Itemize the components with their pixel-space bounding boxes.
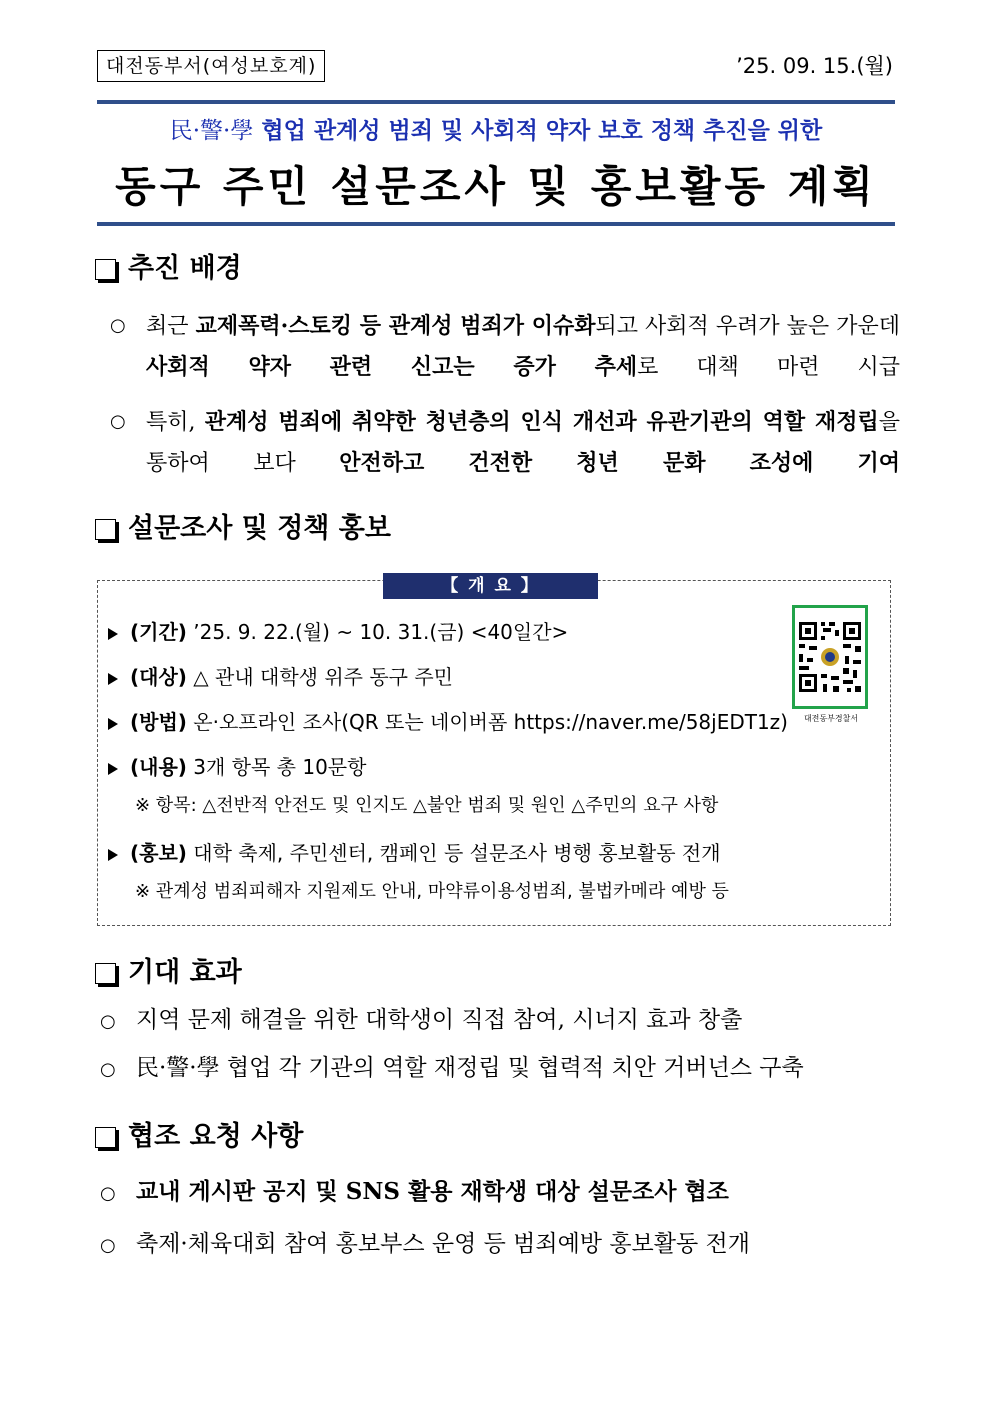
- overview-target: (대상) △ 관내 대학생 위주 동구 주민: [108, 662, 453, 692]
- overview-content-note: ※ 항목: △전반적 안전도 및 인지도 △불안 범죄 및 원인 △주민의 요구 사항: [135, 795, 719, 816]
- subtitle-hanja: 民·警·學: [169, 118, 254, 144]
- triangle-bullet-icon: [108, 849, 118, 861]
- circle-bullet-icon: ○: [100, 1059, 116, 1080]
- circle-bullet-icon: ○: [110, 411, 126, 432]
- background-item-1-text: 최근 교제폭력·스토킹 등 관계성 범죄가 이슈화되고 사회적 우려가 높은 가운데 사회적 약자 관련 신고는 증가 추세로 대책 마련 시급: [146, 313, 900, 380]
- title-bottom-rule: [97, 222, 895, 226]
- background-item-1: [110, 306, 900, 388]
- overview-content: (내용) 3개 항목 총 10문항: [108, 752, 366, 782]
- effects-item-1: ○ 지역 문제 해결을 위한 대학생이 직접 참여, 시너지 효과 창출: [100, 998, 890, 1044]
- background-item-2: [110, 402, 900, 484]
- subtitle-text: 협업 관계성 범죄 및 사회적 약자 보호 정책 추진을 위한: [253, 118, 823, 144]
- qr-code-icon: [795, 608, 865, 706]
- triangle-bullet-icon: [108, 673, 118, 685]
- checkbox-square-icon: [95, 259, 116, 280]
- checkbox-square-icon: [95, 963, 116, 984]
- triangle-bullet-icon: [108, 763, 118, 775]
- circle-bullet-icon: ○: [100, 1235, 116, 1256]
- triangle-bullet-icon: [108, 628, 118, 640]
- section-effects-heading: [95, 956, 242, 990]
- overview-period: (기간) ’25. 9. 22.(월) ~ 10. 31.(금) <40일간>: [108, 617, 568, 647]
- background-item-2-text: 특히, 관계성 범죄에 취약한 청년층의 인식 개선과 유관기관의 역할 재정립을 통하여 보다 안전하고 건전한 청년 문화 조성에 기여: [146, 409, 900, 476]
- cooperation-item-2: ○ 축제·체육대회 참여 홍보부스 운영 등 범죄예방 홍보활동 전개: [100, 1222, 890, 1268]
- section-survey-heading: [95, 512, 391, 546]
- document-date: ’25. 09. 15.(월): [736, 54, 893, 78]
- qr-caption: 대전동부경찰서: [803, 714, 859, 723]
- overview-label: 【 개 요 】: [383, 573, 598, 599]
- overview-promotion-note: ※ 관계성 범죄피해자 지원제도 안내, 마약류이용성범죄, 불법카메라 예방 등: [135, 881, 729, 902]
- overview-promotion: (홍보) 대학 축제, 주민센터, 캠페인 등 설문조사 병행 홍보활동 전개: [108, 838, 721, 868]
- section-effects-title: 기대 효과: [128, 957, 242, 988]
- overview-method: (방법) 온·오프라인 조사(QR 또는 네이버폼 https://naver.me/58jEDT1z): [108, 707, 788, 737]
- page-title: 동구 주민 설문조사 및 홍보활동 계획: [115, 162, 877, 211]
- circle-bullet-icon: ○: [100, 1183, 116, 1204]
- cooperation-item-1: ○ 교내 게시판 공지 및 SNS 활용 재학생 대상 설문조사 협조: [100, 1170, 890, 1216]
- department-label: 대전동부서(여성보호계): [97, 50, 325, 82]
- circle-bullet-icon: ○: [110, 315, 126, 336]
- title-top-rule: [97, 100, 895, 104]
- triangle-bullet-icon: [108, 718, 118, 730]
- checkbox-square-icon: [95, 1127, 116, 1148]
- section-cooperation-heading: [95, 1120, 303, 1154]
- checkbox-square-icon: [95, 519, 116, 540]
- section-cooperation-title: 협조 요청 사항: [128, 1121, 304, 1152]
- section-background-heading: [95, 252, 242, 286]
- section-survey-title: 설문조사 및 정책 홍보: [128, 513, 391, 544]
- subtitle: [97, 113, 895, 149]
- circle-bullet-icon: ○: [100, 1011, 116, 1032]
- effects-item-2: ○ 民·警·學 협업 각 기관의 역할 재정립 및 협력적 치안 거버넌스 구축: [100, 1046, 890, 1092]
- qr-code[interactable]: [792, 605, 868, 709]
- section-background-title: 추진 배경: [128, 253, 242, 284]
